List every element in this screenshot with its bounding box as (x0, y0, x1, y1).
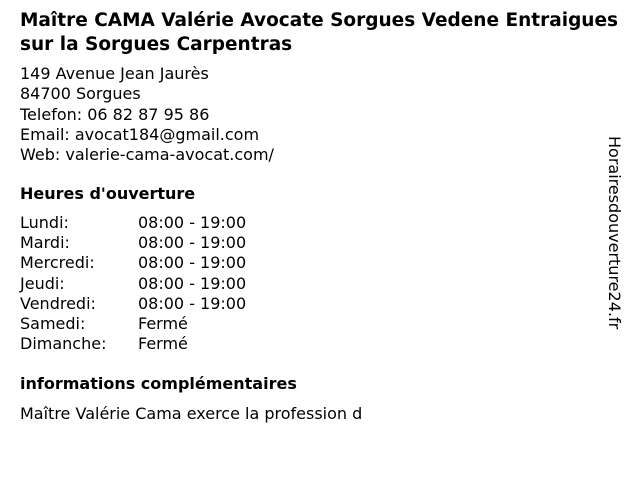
opening-hours-heading: Heures d'ouverture (20, 184, 196, 203)
hours-value: Fermé (138, 313, 188, 333)
postal-city: 84700 Sorgues (20, 84, 141, 104)
website-address: Web: valerie-cama-avocat.com/ (20, 145, 274, 165)
day-label: Dimanche: (20, 334, 107, 354)
email-address: Email: avocat184@gmail.com (20, 124, 260, 144)
site-watermark: Horairesdouverture24.fr (605, 136, 624, 330)
page-title: Maître CAMA Valérie Avocate Sorgues Vedene Entraigues sur la Sorgues Carpentras (20, 10, 619, 55)
hours-value: Fermé (138, 334, 188, 354)
phone-number: Telefon: 06 82 87 95 86 (20, 104, 210, 124)
day-label: Mercredi: (20, 253, 95, 273)
additional-info-heading: informations complémentaires (20, 374, 297, 393)
street-address: 149 Avenue Jean Jaurès (20, 64, 209, 83)
additional-info-text: Maître Valérie Cama exerce la profession d (20, 404, 363, 423)
hours-value: 08:00 - 19:00 (138, 213, 247, 232)
day-label: Mardi: (20, 233, 70, 253)
day-label: Samedi: (20, 313, 86, 333)
hours-value: 08:00 - 19:00 (138, 233, 247, 253)
contact-details (20, 64, 274, 165)
day-label: Lundi: (20, 213, 69, 232)
day-label: Vendredi: (20, 293, 96, 313)
hours-value: 08:00 - 19:00 (138, 293, 247, 313)
hours-value: 08:00 - 19:00 (138, 253, 247, 273)
hours-value: 08:00 - 19:00 (138, 273, 247, 293)
day-label: Jeudi: (20, 273, 65, 293)
